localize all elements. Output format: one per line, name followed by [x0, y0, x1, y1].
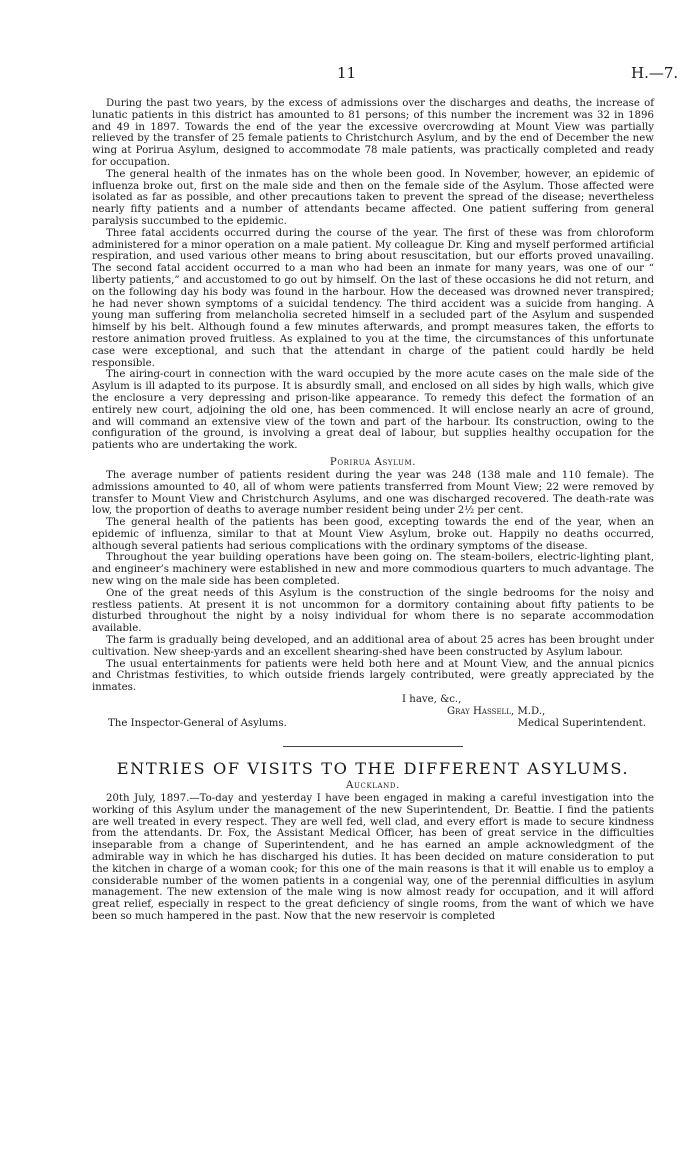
signature: Gray Hassell, M.D., [447, 706, 546, 718]
addressee: The Inspector-General of Asylums. [108, 718, 287, 730]
closing-phrase: I have, &c., [402, 694, 462, 706]
section-title: ENTRIES OF VISITS TO THE DIFFERENT ASYLUMS. [116, 759, 630, 779]
paragraph: The general health of the inmates has on the whole been good. In November, however, an epidemic of influenza broke out, first on the male side and then on the female side of the Asylum. Those affected were isolated as far as possible, and other precautions taken to prevent the spread of the disease; nevertheless nearly fifty patients and a number of attendants became affected. One patient suffering from general paralysis succumbed to the epidemic. [92, 168, 654, 227]
section-divider [283, 746, 463, 747]
paragraph: The farm is gradually being developed, and an additional area of about 25 acres has been brought under cultivation. New sheep-yards and an excellent shearing-shed have been constructed by Asylum labour. [92, 635, 654, 658]
signer-title: Medical Superintendent. [517, 718, 646, 730]
paragraph: One of the great needs of this Asylum is the construction of the single bedrooms for the noisy and restless patients. At present it is not uncommon for a dormitory containing about fifty patients to be disturbed throughout the night by a noisy individual for whom there is no separate accommodation available. [92, 587, 654, 635]
paragraph: 20th July, 1897.—To-day and yesterday I have been engaged in making a careful investigation into the working of this Asylum under the management of the new Superintendent, Dr. Beattie. I find the patients are well treated in every respect. They are well fed, well clad, and every effort is made to secure kindness from the attendants. Dr. Fox, the Assistant Medical Officer, has been of great service in the difficulties inseparable from a change of Superintendent, and he has earned an ample acknowledgment of the admirable way in which he has discharged his duties. It has been decided on mature consideration to put the kitchen in charge of a woman cook; for this one of the main reasons is that it will enable us to employ a considerable number of the women patients in a congenial way, one of the perennial difficulties in asylum management. The new extension of the male wing is now almost ready for occupation, and it will afford great relief, especially in respect to the great deficiency of single rooms, from the want of which we have been so much hampered in the past. Now that the new reservoir is completed [92, 793, 654, 923]
porirua-report [92, 457, 654, 730]
paragraph: The airing-court in connection with the ward occupied by the more acute cases on the male side of the Asylum is ill adapted to its purpose. It is absurdly small, and enclosed on all sides by high walls, which give the enclosure a very depressing and prison-like appearance. To remedy this defect the formation of an entirely new court, adjoining the old one, has been commenced. It will enclose nearly an acre of ground, and will command an extensive view of the town and part of the harbour. Its construction, owing to the configuration of the ground, is involving a great deal of labour, but supplies healthy occupation for the patients who are undertaking the work. [92, 369, 654, 452]
mount-view-report [92, 98, 654, 452]
page-number: 11 [337, 64, 357, 82]
paragraph: Three fatal accidents occurred during the course of the year. The first of these was from chloroform administered for a minor operation on a male patient. My colleague Dr. King and myself performed artificial respiration, and used various other means to bring about resuscitation, but our efforts proved unavailing. The second fatal accident occurred to a man who had been an inmate for many years, was one of our “ liberty patients,” and accustomed to go out by himself. On the last of these occasions he did not return, and on the following day his body was found in the harbour. How the deceased was drowned never transpired; he had never shown symptoms of a suicidal tendency. The third accident was a suicide from hanging. A young man suffering from melancholia secreted himself in a secluded part of the Asylum and suspended himself by his belt. Although found a few minutes afterwards, and prompt measures taken, the efforts to restore animation proved fruitless. As explained to you at the time, the circumstances of this unfortunate case were exceptional, and such that the attendant in charge of the patient could hardly be held responsible. [92, 227, 654, 369]
paragraph: The usual entertainments for patients were held both here and at Mount View, and the annual picnics and Christmas festivities, to which outside friends largely contributed, were greatly appreciated by the inmates. [92, 658, 654, 694]
entries-of-visits [92, 759, 654, 923]
paragraph: The general health of the patients has been good, excepting towards the end of the year, when an epidemic of influenza, similar to that at Mount View Asylum, broke out. Happily no deaths occurred, although several patients had serious complications with the ordinary symptoms of the disease. [92, 517, 654, 552]
section-subheading: Auckland. [346, 780, 400, 792]
document-body [92, 98, 654, 923]
section-heading: Porirua Asylum. [329, 456, 417, 468]
paragraph: Throughout the year building operations have been going on. The steam-boilers, electric-lighting plant, and engineer’s machinery were established in new and more commodious quarters to much advantage. The new wing on the male side has been completed. [92, 552, 654, 588]
paragraph: During the past two years, by the excess of admissions over the discharges and deaths, the increase of lunatic patients in this district has amounted to 81 persons; of this number the increment was 32 in 1896 and 49 in 1897. Towards the end of the year the excessive overcrowding at Mount View was partially relieved by the transfer of 25 female patients to Christchurch Asylum, and by the end of December the new wing at Porirua Asylum, designed to accommodate 78 male patients, was practically completed and ready for occupation. [92, 98, 654, 168]
paragraph: The average number of patients resident during the year was 248 (138 male and 110 female). The admissions amounted to 40, all of whom were patients transferred from Mount View; 22 were removed by transfer to Mount View and Christchurch Asylums, and one was discharged recovered. The death-rate was low, the proportion of deaths to average number resident being under 2½ per cent. [92, 469, 654, 517]
letter-closing [92, 694, 654, 730]
document-reference: H.—7. [631, 64, 679, 82]
